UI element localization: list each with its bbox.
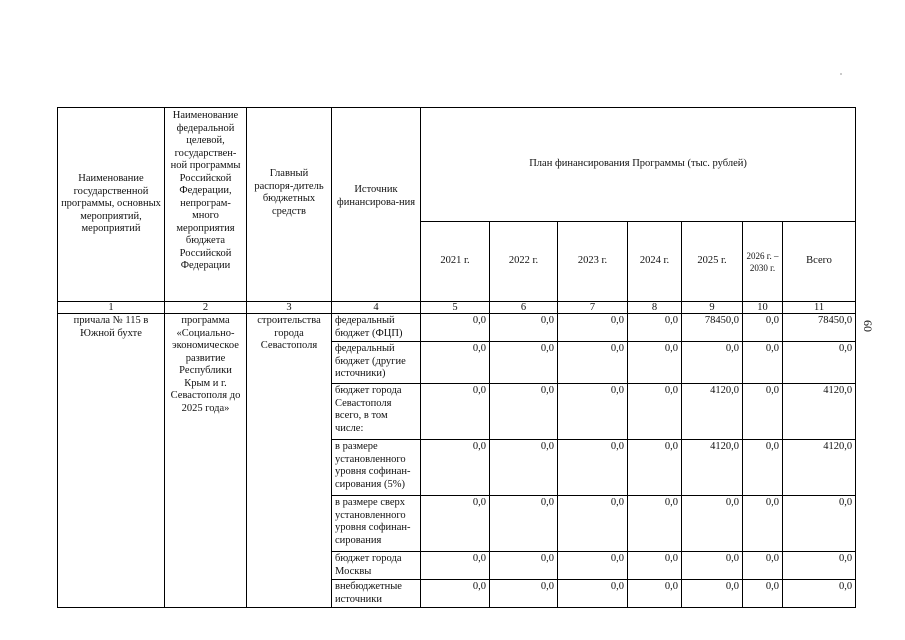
federal-program-cell: программа «Социально-экономическое развитие Республики Крым и г. Севастополя до 2025 года» [165,314,247,608]
value-cell: 0,0 [421,552,490,580]
header-funding-source: Источник финансирова-ния [332,108,421,302]
column-number: 8 [628,302,682,314]
value-cell: 0,0 [783,580,856,608]
value-cell: 0,0 [628,342,682,384]
value-cell: 0,0 [743,384,783,440]
value-cell: 0,0 [558,314,628,342]
chief-administrator-cell: строительства города Севастополя [247,314,332,608]
value-cell: 0,0 [628,314,682,342]
value-cell: 0,0 [490,440,558,496]
value-cell: 0,0 [682,342,743,384]
value-cell: 0,0 [743,440,783,496]
value-cell: 4120,0 [682,440,743,496]
funding-source-cell: в размере установленного уровня софинан-сирования (5%) [332,440,421,496]
value-cell: 78450,0 [682,314,743,342]
value-cell: 0,0 [743,552,783,580]
scan-speck [840,73,842,75]
value-cell: 0,0 [682,580,743,608]
table-row [58,314,856,342]
funding-source-cell: федеральный бюджет (ФЦП) [332,314,421,342]
value-cell: 0,0 [558,496,628,552]
header-year-2021: 2021 г. [421,222,490,302]
column-number: 4 [332,302,421,314]
header-row-1 [58,108,856,222]
column-number: 9 [682,302,743,314]
event-name-cell: причала № 115 в Южной бухте [58,314,165,608]
value-cell: 0,0 [490,580,558,608]
value-cell: 4120,0 [783,440,856,496]
value-cell: 0,0 [421,384,490,440]
value-cell: 0,0 [558,552,628,580]
column-number-row [58,302,856,314]
value-cell: 0,0 [743,580,783,608]
value-cell: 0,0 [490,314,558,342]
funding-source-cell: в размере сверх установленного уровня софинан-сирования [332,496,421,552]
header-chief-administrator: Главный распоря-дитель бюджетных средств [247,108,332,302]
header-year-2022: 2022 г. [490,222,558,302]
value-cell: 0,0 [743,496,783,552]
value-cell: 0,0 [628,440,682,496]
column-number: 2 [165,302,247,314]
value-cell: 0,0 [421,440,490,496]
value-cell: 0,0 [490,384,558,440]
funding-source-cell: бюджет города Севастополя всего, в том числе: [332,384,421,440]
value-cell: 4120,0 [783,384,856,440]
header-year-2023: 2023 г. [558,222,628,302]
value-cell: 0,0 [421,580,490,608]
value-cell: 0,0 [490,496,558,552]
column-number: 11 [783,302,856,314]
funding-source-cell: федеральный бюджет (другие источники) [332,342,421,384]
header-year-2025: 2025 г. [682,222,743,302]
value-cell: 0,0 [628,552,682,580]
value-cell: 0,0 [558,440,628,496]
column-number: 5 [421,302,490,314]
column-number: 3 [247,302,332,314]
value-cell: 0,0 [783,496,856,552]
header-federal-program: Наименование федеральной целевой, государствен-ной программы Российской Федерации, непрограм-много мероприятия бюджета Российской Федерации [165,108,247,302]
financing-table [57,107,856,608]
value-cell: 0,0 [421,496,490,552]
value-cell: 0,0 [783,342,856,384]
funding-source-cell: бюджет города Москвы [332,552,421,580]
page-number: 60 [861,320,875,332]
value-cell: 0,0 [628,580,682,608]
value-cell: 0,0 [743,342,783,384]
value-cell: 78450,0 [783,314,856,342]
value-cell: 0,0 [558,342,628,384]
value-cell: 0,0 [421,342,490,384]
funding-source-cell: внебюджетные источники [332,580,421,608]
header-year-2026-2030: 2026 г. – 2030 г. [743,222,783,302]
column-number: 1 [58,302,165,314]
value-cell: 0,0 [628,384,682,440]
value-cell: 0,0 [783,552,856,580]
header-program-name: Наименование государственной программы, основных мероприятий, мероприятий [58,108,165,302]
header-financing-plan: План финансирования Программы (тыс. рублей) [421,108,856,222]
value-cell: 0,0 [558,580,628,608]
value-cell: 4120,0 [682,384,743,440]
column-number: 10 [743,302,783,314]
column-number: 6 [490,302,558,314]
header-year-2024: 2024 г. [628,222,682,302]
value-cell: 0,0 [743,314,783,342]
header-total: Всего [783,222,856,302]
value-cell: 0,0 [490,552,558,580]
column-number: 7 [558,302,628,314]
value-cell: 0,0 [558,384,628,440]
value-cell: 0,0 [682,496,743,552]
value-cell: 0,0 [682,552,743,580]
value-cell: 0,0 [628,496,682,552]
value-cell: 0,0 [421,314,490,342]
value-cell: 0,0 [490,342,558,384]
